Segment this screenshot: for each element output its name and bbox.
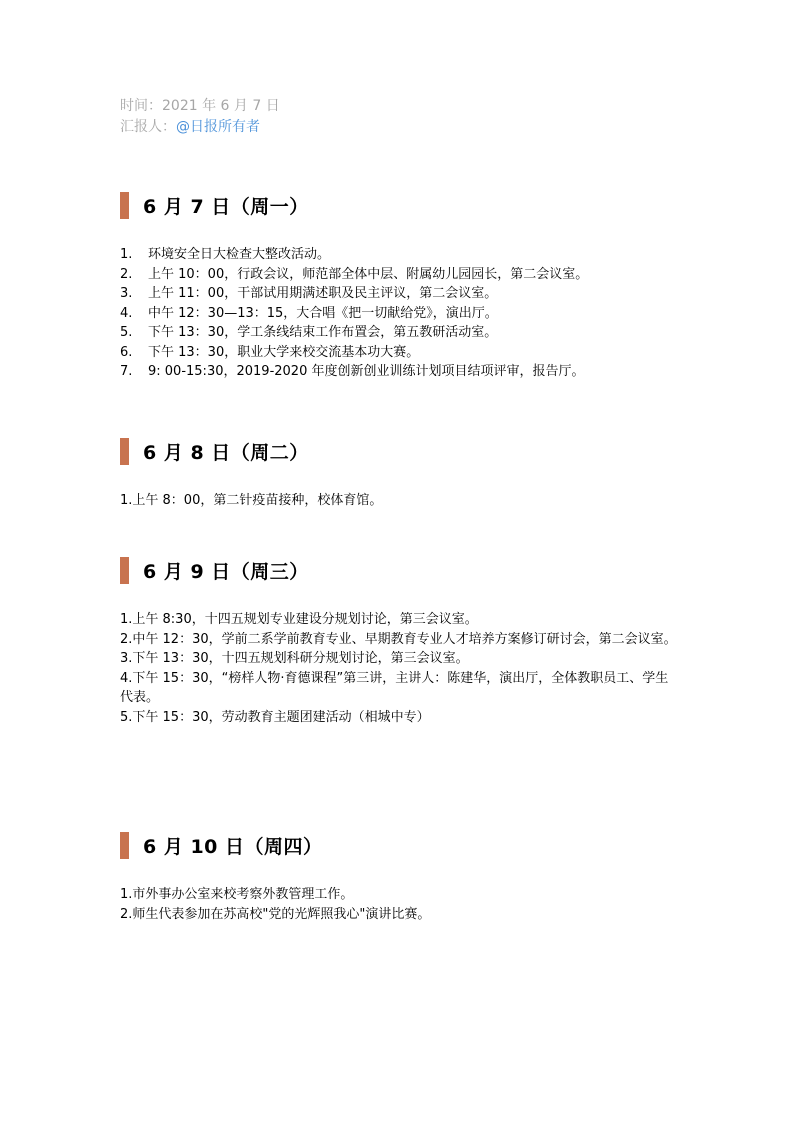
list-item-number: 1. <box>120 247 133 262</box>
section-heading <box>120 191 680 219</box>
list-item-number: 3. <box>120 286 133 301</box>
reporter-label: 汇报人： <box>120 119 176 135</box>
list-item-number: 2. <box>120 266 133 282</box>
section-heading <box>120 831 680 859</box>
list-item: 1.上午 8：00，第二针疫苗接种，校体育馆。 <box>120 493 383 508</box>
list-item-number: 4. <box>120 305 133 321</box>
list-item <box>120 265 680 285</box>
report-reporter <box>120 117 280 138</box>
report-meta <box>120 96 280 138</box>
event-list <box>120 491 680 511</box>
list-item <box>120 245 680 265</box>
list-item-number: 7. <box>120 364 133 379</box>
section-title: 6 月 7 日（周一） <box>143 195 309 218</box>
list-item-text: 9: 00-15:30，2019-2020 年度创新创业训练计划项目结项评审，报告厅。 <box>148 364 585 379</box>
section-june-10 <box>120 831 680 924</box>
list-item: 1.上午 8:30，十四五规划专业建设分规划讨论，第三会议室。 <box>120 612 478 627</box>
list-item: 4.下午 15：30，“榜样人物·育德课程”第三讲，主讲人：陈建华，演出厅，全体教职员工、学生代表。 <box>120 670 669 705</box>
section-heading <box>120 556 680 584</box>
list-item: 1.市外事办公室来校考察外教管理工作。 <box>120 887 354 902</box>
list-item-text: 中午 12：30—13：15，大合唱《把一切献给党》，演出厅。 <box>148 305 498 321</box>
event-list <box>120 885 680 924</box>
heading-accent-bar <box>120 192 129 219</box>
list-item-number: 5. <box>120 325 133 340</box>
list-item-text: 上午 11：00，干部试用期满述职及民主评议，第二会议室。 <box>148 286 498 301</box>
list-item-text: 环境安全日大检查大整改活动。 <box>148 247 331 262</box>
list-item <box>120 323 680 343</box>
list-item-text: 下午 13：30，学工条线结束工作布置会，第五教研活动室。 <box>148 325 498 340</box>
list-item-number: 6. <box>120 344 133 360</box>
list-item: 2.中午 12：30，学前二系学前教育专业、早期教育专业人才培养方案修订研讨会，第二会议室。 <box>120 631 677 647</box>
list-item <box>120 304 680 324</box>
list-item-text: 上午 10：00，行政会议，师范部全体中层、附属幼儿园园长，第二会议室。 <box>148 266 589 282</box>
section-heading <box>120 437 680 465</box>
section-title: 6 月 9 日（周三） <box>143 560 309 583</box>
list-item: 5.下午 15：30，劳动教育主题团建活动（相城中专） <box>120 709 430 725</box>
list-item <box>120 362 680 382</box>
list-item <box>120 284 680 304</box>
list-item <box>120 343 680 363</box>
heading-accent-bar <box>120 557 129 584</box>
section-title: 6 月 10 日（周四） <box>143 835 323 858</box>
section-june-7 <box>120 191 680 382</box>
heading-accent-bar <box>120 832 129 859</box>
reporter-mention-link[interactable]: @日报所有者 <box>176 119 260 135</box>
section-title: 6 月 8 日（周二） <box>143 441 309 464</box>
section-june-8 <box>120 437 680 511</box>
list-item-text: 下午 13：30，职业大学来校交流基本功大赛。 <box>148 344 420 360</box>
event-list <box>120 610 680 727</box>
list-item: 2.师生代表参加在苏高校"党的光辉照我心"演讲比赛。 <box>120 906 431 922</box>
report-time: 时间：2021 年 6 月 7 日 <box>120 98 280 114</box>
section-june-9 <box>120 556 680 727</box>
event-list <box>120 245 680 382</box>
list-item: 3.下午 13：30，十四五规划科研分规划讨论，第三会议室。 <box>120 651 469 666</box>
heading-accent-bar <box>120 438 129 465</box>
